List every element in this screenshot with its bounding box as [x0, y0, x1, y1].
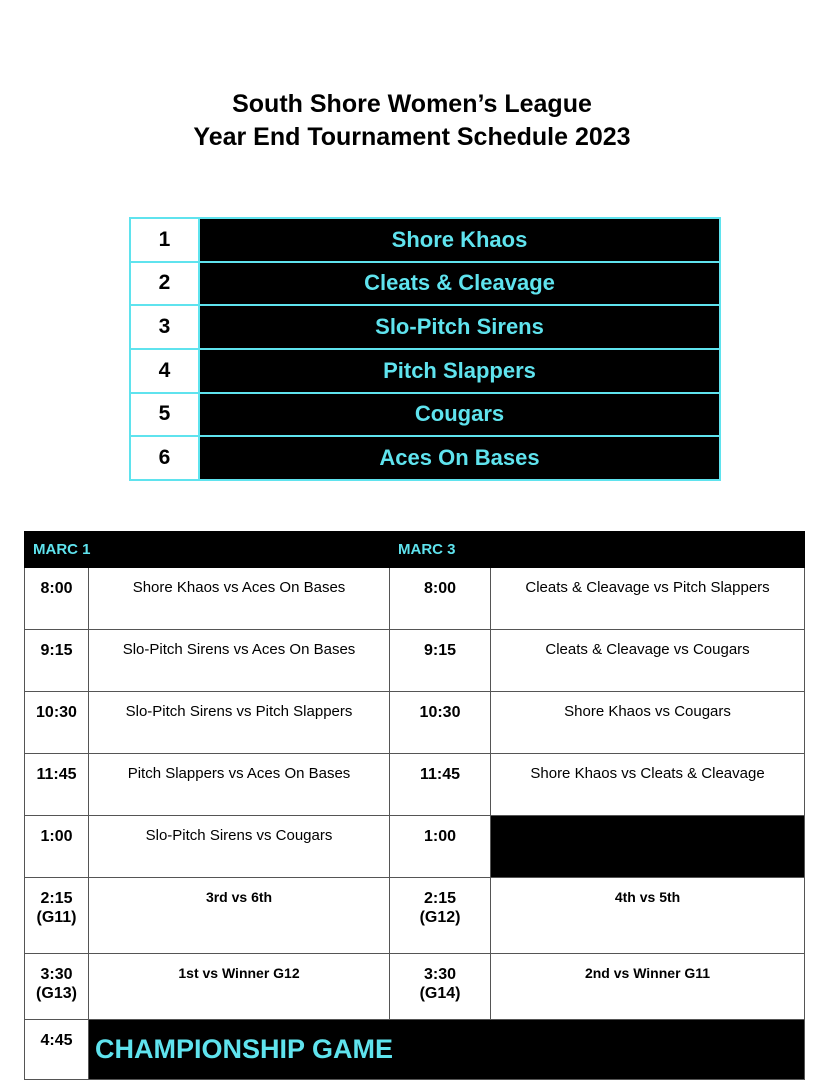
seeding-table — [129, 217, 721, 481]
game-cell: Cleats & Cleavage vs Pitch Slappers — [491, 568, 805, 630]
time-cell: 4:45 — [25, 1020, 89, 1080]
game-cell: Slo-Pitch Sirens vs Cougars — [89, 816, 390, 878]
page-subtitle: Year End Tournament Schedule 2023 — [193, 123, 631, 151]
time-value: 3:30 — [424, 966, 457, 983]
game-tag: (G11) — [36, 909, 77, 926]
time-cell: 8:00 — [390, 568, 491, 630]
seed-number: 4 — [131, 350, 198, 392]
game-cell: Slo-Pitch Sirens vs Pitch Slappers — [89, 692, 390, 754]
table-row — [25, 692, 805, 754]
seed-team: Shore Khaos — [200, 219, 719, 261]
time-cell: 8:00 — [25, 568, 89, 630]
time-cell: 11:45 — [390, 754, 491, 816]
table-row — [25, 816, 805, 878]
game-tag: (G14) — [419, 985, 461, 1002]
game-cell: Pitch Slappers vs Aces On Bases — [89, 754, 390, 816]
time-cell: 1:00 — [390, 816, 491, 878]
time-value: 2:15 — [424, 890, 457, 907]
time-value: 3:30 — [40, 966, 73, 983]
table-row — [25, 878, 805, 954]
seed-number: 2 — [131, 263, 198, 305]
seed-team: Slo-Pitch Sirens — [200, 306, 719, 348]
time-cell — [390, 954, 491, 1020]
seed-team: Pitch Slappers — [200, 350, 719, 392]
game-tag: (G12) — [419, 909, 461, 926]
game-cell: Cleats & Cleavage vs Cougars — [491, 630, 805, 692]
seed-number: 1 — [131, 219, 198, 261]
game-cell: Shore Khaos vs Cleats & Cleavage — [491, 754, 805, 816]
game-cell: Shore Khaos vs Cougars — [491, 692, 805, 754]
seed-team: Cleats & Cleavage — [200, 263, 719, 305]
time-cell — [25, 954, 89, 1020]
field-label-right: MARC 3 — [390, 532, 805, 568]
championship-label: CHAMPIONSHIP GAME — [89, 1020, 805, 1080]
schedule-table — [24, 531, 805, 1080]
time-cell — [390, 878, 491, 954]
empty-slot — [491, 816, 805, 878]
time-cell: 9:15 — [390, 630, 491, 692]
table-row — [25, 630, 805, 692]
time-cell — [25, 878, 89, 954]
time-cell: 10:30 — [25, 692, 89, 754]
seed-number: 3 — [131, 306, 198, 348]
table-row — [25, 954, 805, 1020]
game-tag: (G13) — [36, 985, 77, 1002]
time-cell: 10:30 — [390, 692, 491, 754]
field-label-left: MARC 1 — [25, 532, 390, 568]
seed-team: Cougars — [200, 394, 719, 436]
page-title: South Shore Women’s League — [232, 90, 592, 118]
championship-row — [25, 1020, 805, 1080]
game-cell: 3rd vs 6th — [89, 878, 390, 954]
time-cell: 1:00 — [25, 816, 89, 878]
seed-number: 6 — [131, 437, 198, 479]
table-row — [25, 568, 805, 630]
game-cell: 1st vs Winner G12 — [89, 954, 390, 1020]
game-cell: Shore Khaos vs Aces On Bases — [89, 568, 390, 630]
game-cell: 4th vs 5th — [491, 878, 805, 954]
game-cell: Slo-Pitch Sirens vs Aces On Bases — [89, 630, 390, 692]
time-value: 2:15 — [40, 890, 73, 907]
game-cell: 2nd vs Winner G11 — [491, 954, 805, 1020]
table-row — [25, 754, 805, 816]
seed-number: 5 — [131, 394, 198, 436]
schedule-header — [25, 532, 805, 568]
time-cell: 9:15 — [25, 630, 89, 692]
seed-team: Aces On Bases — [200, 437, 719, 479]
time-cell: 11:45 — [25, 754, 89, 816]
